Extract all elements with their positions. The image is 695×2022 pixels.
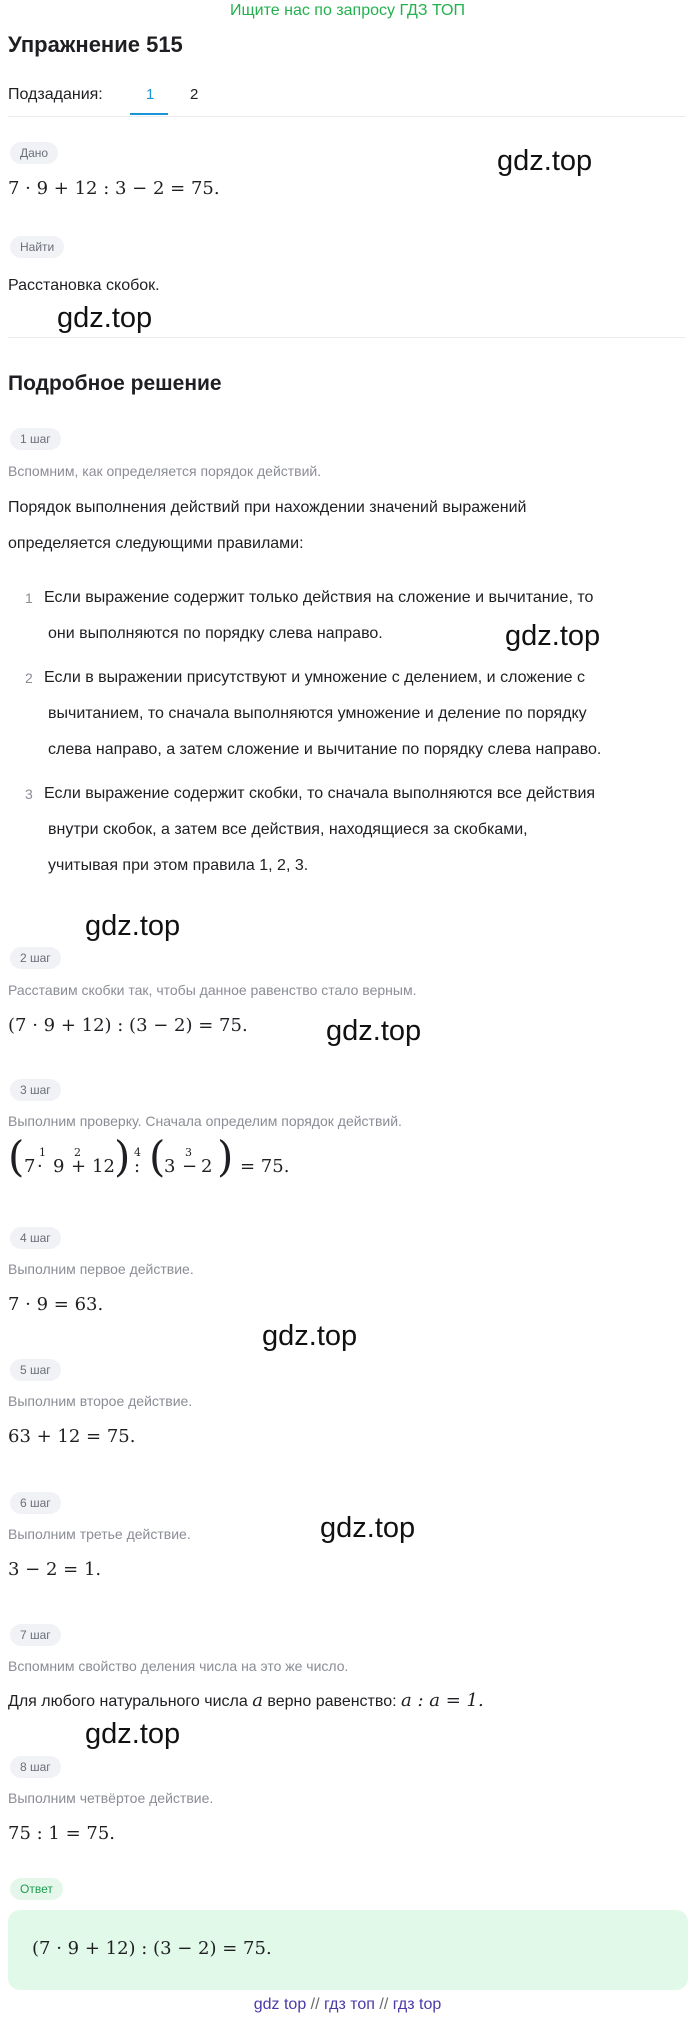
- page-title: Упражнение 515: [8, 32, 183, 57]
- rule-2-line-1: Если в выражении присутствуют и умножение с делением, и сложение с: [44, 669, 586, 686]
- step-2-hint: Расставим скобки так, чтобы данное равенство стало верным.: [8, 982, 417, 998]
- step-6-math: 3 − 2 = 1.: [8, 1559, 102, 1580]
- step-5-hint: Выполним второе действие.: [8, 1393, 193, 1409]
- rule-3-line-1: Если выражение содержит скобки, то сначала выполняются все действия: [44, 785, 596, 802]
- answer-box: [8, 1910, 688, 1990]
- rule-2-line-3: слева направо, а затем сложение и вычитание по порядку слева направо.: [48, 741, 602, 758]
- watermark: gdz.top: [85, 910, 181, 942]
- step-1-hint: Вспомним, как определяется порядок действий.: [8, 463, 322, 479]
- step-5-math: 63 + 12 = 75.: [8, 1426, 136, 1447]
- step-7-hint: Вспомним свойство деления числа на это же число.: [8, 1658, 349, 1674]
- tab-subtask-1[interactable]: 1: [146, 86, 155, 103]
- promo-banner: Ищите нас по запросу ГДЗ ТОП: [230, 2, 465, 19]
- rule-1-line-2: они выполняются по порядку слева направо.: [48, 625, 383, 642]
- step-8-math: 75 : 1 = 75.: [8, 1823, 116, 1844]
- divider: [8, 116, 686, 117]
- footer-link[interactable]: гдз top: [392, 1996, 442, 2013]
- step-8-hint: Выполним четвёртое действие.: [8, 1790, 214, 1806]
- step-3-chip: 3 шаг: [10, 1079, 61, 1101]
- footer-separator: //: [310, 1996, 320, 2013]
- subtasks-label: Подзадания:: [8, 86, 103, 103]
- step-6-chip: 6 шаг: [10, 1492, 61, 1514]
- rule-3-line-3: учитывая при этом правила 1, 2, 3.: [48, 857, 309, 874]
- step-2-chip: 2 шаг: [10, 947, 61, 969]
- step-7-chip: 7 шаг: [10, 1624, 61, 1646]
- rule-2-line-2: вычитанием, то сначала выполняются умножение и деление по порядку: [48, 705, 587, 722]
- step-6-hint: Выполним третье действие.: [8, 1526, 191, 1542]
- rule-1-number: 1: [25, 590, 33, 606]
- footer-links: [0, 1996, 695, 2014]
- watermark: gdz.top: [326, 1015, 422, 1047]
- step-1-intro-line-2: определяется следующими правилами:: [8, 535, 304, 552]
- step-1-intro-line-1: Порядок выполнения действий при нахождении значений выражений: [8, 499, 527, 516]
- step-8-chip: 8 шаг: [10, 1756, 61, 1778]
- step-1-chip: 1 шаг: [10, 428, 61, 450]
- rule-3-line-2: внутри скобок, а затем все действия, находящиеся за скобками,: [48, 821, 528, 838]
- step-3-hint: Выполним проверку. Сначала определим порядок действий.: [8, 1113, 402, 1129]
- footer-link[interactable]: gdz top: [253, 1996, 307, 2013]
- step-5-chip: 5 шаг: [10, 1359, 61, 1381]
- given-expression: 7 · 9 + 12 : 3 − 2 = 75.: [8, 178, 220, 199]
- find-chip: Найти: [10, 236, 64, 258]
- divider: [8, 337, 686, 338]
- step-4-chip: 4 шаг: [10, 1227, 61, 1249]
- watermark: gdz.top: [262, 1320, 358, 1352]
- rule-1-line-1: Если выражение содержит только действия на сложение и вычитание, то: [44, 589, 594, 606]
- step-4-math: 7 · 9 = 63.: [8, 1294, 104, 1315]
- step-2-math: (7 · 9 + 12) : (3 − 2) = 75.: [8, 1015, 248, 1036]
- given-chip: Дано: [10, 142, 58, 164]
- answer-chip: Ответ: [10, 1878, 63, 1900]
- step-3-math: ( 7 1 · 9 2 + 12 ) 4 : ( 3 3 − 2 ) = 75.: [8, 1132, 290, 1181]
- rule-3-number: 3: [25, 786, 33, 802]
- answer-math: (7 · 9 + 12) : (3 − 2) = 75.: [32, 1938, 272, 1959]
- step-7-statement: Для любого натурального числа a верно равенство: a : a = 1.: [8, 1690, 484, 1711]
- rule-2-number: 2: [25, 670, 33, 686]
- active-tab-indicator: [130, 113, 168, 115]
- watermark: gdz.top: [57, 302, 153, 334]
- tab-subtask-2[interactable]: 2: [190, 86, 199, 103]
- watermark: gdz.top: [497, 145, 593, 177]
- footer-separator: //: [379, 1996, 389, 2013]
- watermark: gdz.top: [505, 620, 601, 652]
- find-text: Расстановка скобок.: [8, 277, 160, 294]
- watermark: gdz.top: [320, 1512, 416, 1544]
- footer-link[interactable]: гдз топ: [324, 1996, 375, 2013]
- solution-title: Подробное решение: [8, 372, 222, 395]
- watermark: gdz.top: [85, 1718, 181, 1750]
- step-4-hint: Выполним первое действие.: [8, 1261, 194, 1277]
